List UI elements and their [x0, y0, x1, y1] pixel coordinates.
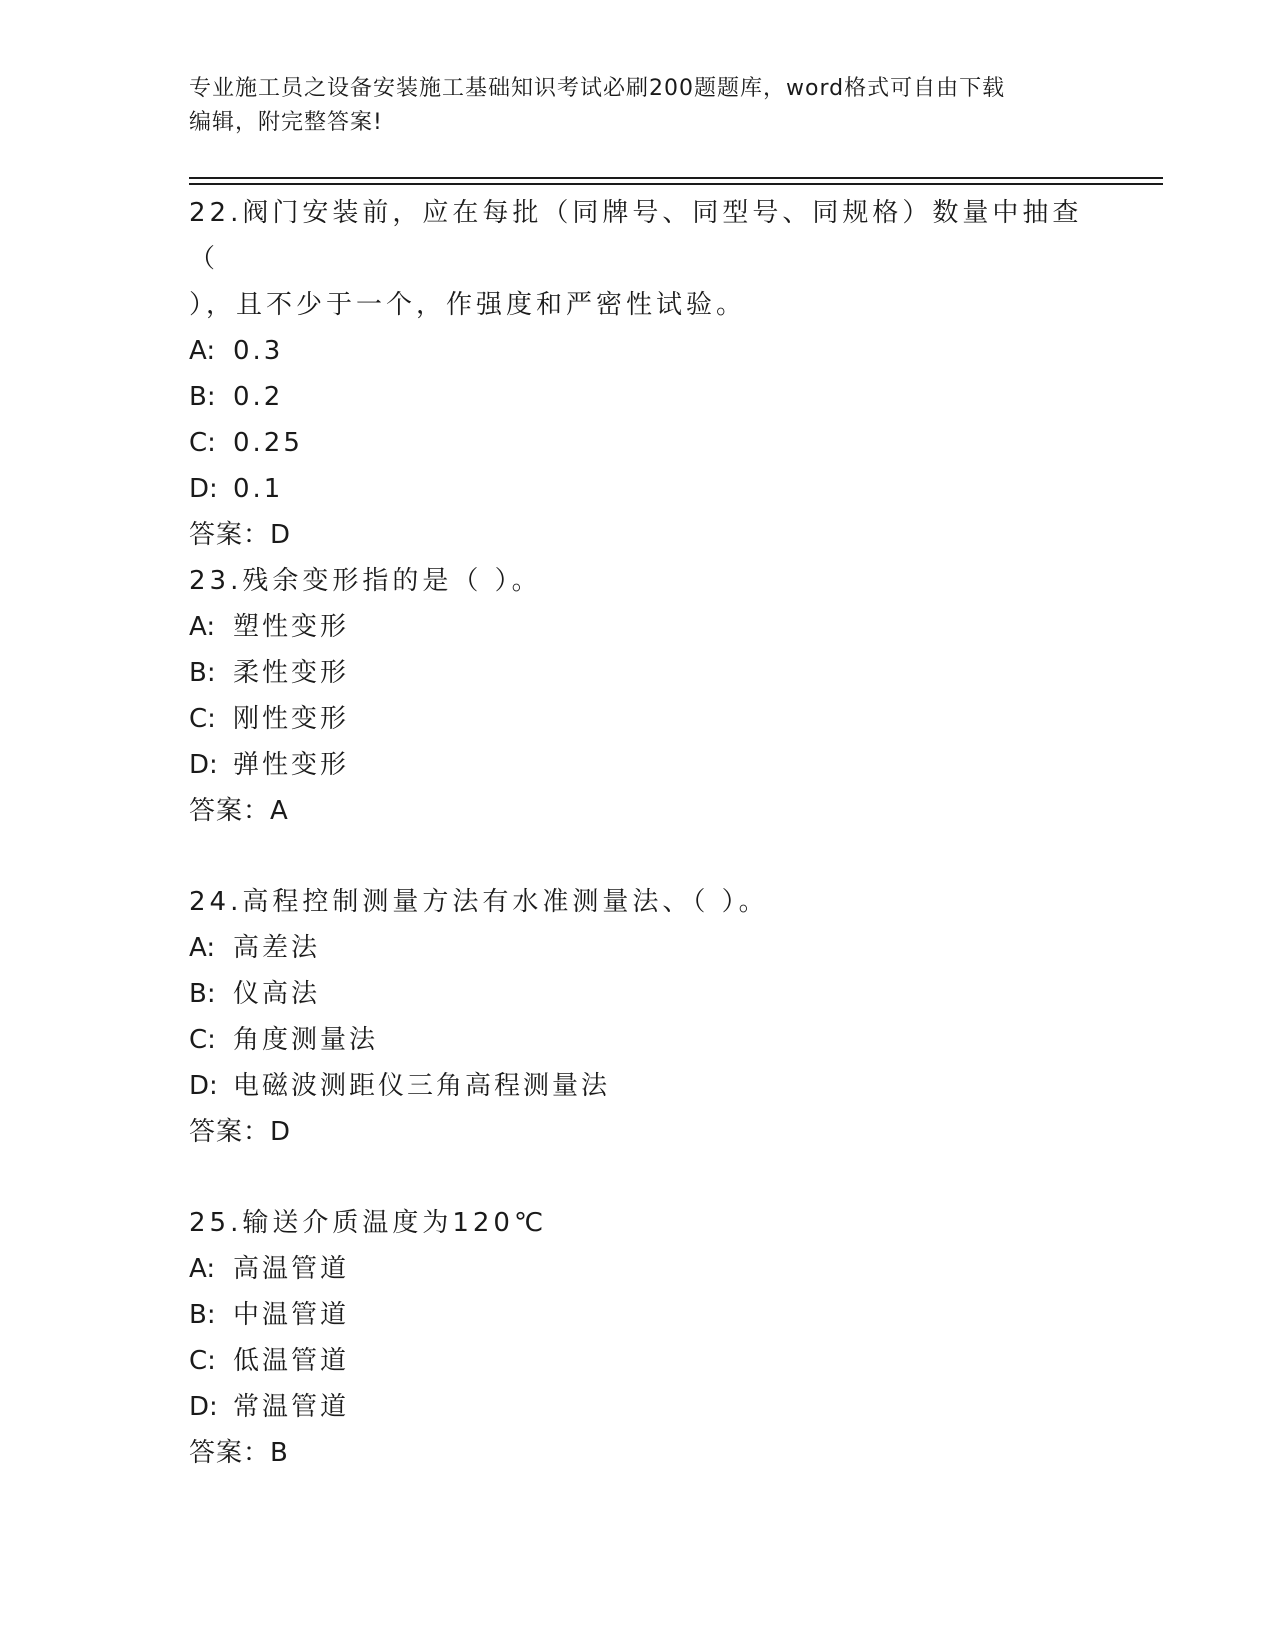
option-text: 柔性变形 [233, 658, 350, 688]
option-key: B: [189, 658, 216, 688]
option-a [189, 1246, 1089, 1292]
option-b [189, 650, 1089, 696]
option-key: C: [189, 1025, 216, 1055]
option-key: C: [189, 428, 216, 458]
option-text: 高温管道 [233, 1254, 350, 1284]
option-d [189, 466, 1089, 512]
option-d [189, 1063, 1089, 1109]
option-text: 0.2 [233, 382, 284, 412]
option-c [189, 696, 1089, 742]
option-c [189, 1017, 1089, 1063]
option-key: A: [189, 933, 216, 963]
option-a [189, 604, 1089, 650]
question-stem-line-1: 22.阀门安装前，应在每批（同牌号、同型号、同规格）数量中抽查（ [189, 198, 1083, 274]
option-a [189, 328, 1089, 374]
answer-line: 答案：D [189, 520, 292, 550]
header-title-line-1: 专业施工员之设备安装施工基础知识考试必刷200题题库，word格式可自由下载 [189, 76, 1006, 101]
option-key: D: [189, 1071, 218, 1101]
option-key: B: [189, 382, 216, 412]
question-24 [189, 879, 1089, 1155]
header-title-line-2: 编辑，附完整答案! [189, 110, 383, 135]
option-text: 低温管道 [233, 1346, 350, 1376]
question-stem-line-1: 25.输送介质温度为120℃ [189, 1208, 548, 1238]
option-c [189, 1338, 1089, 1384]
option-key: D: [189, 750, 218, 780]
option-text: 弹性变形 [233, 750, 350, 780]
option-key: B: [189, 979, 216, 1009]
option-b [189, 971, 1089, 1017]
option-key: A: [189, 612, 216, 642]
option-text: 常温管道 [233, 1392, 350, 1422]
question-stem-line-1: 24.高程控制测量方法有水准测量法、（ ）。 [189, 887, 769, 917]
option-text: 中温管道 [233, 1300, 350, 1330]
option-text: 仪高法 [233, 979, 321, 1009]
option-key: A: [189, 336, 216, 366]
option-d [189, 1384, 1089, 1430]
option-c [189, 420, 1089, 466]
option-key: A: [189, 1254, 216, 1284]
option-b [189, 374, 1089, 420]
document-header [189, 72, 1089, 140]
header-divider-bottom [189, 183, 1163, 185]
question-25 [189, 1200, 1089, 1476]
option-key: C: [189, 1346, 216, 1376]
header-divider-top [189, 177, 1163, 179]
option-text: 高差法 [233, 933, 321, 963]
option-text: 电磁波测距仪三角高程测量法 [233, 1071, 611, 1101]
question-stem-line-2: ），且不少于一个，作强度和严密性试验。 [189, 290, 747, 320]
option-key: B: [189, 1300, 216, 1330]
option-text: 0.1 [233, 474, 284, 504]
option-key: D: [189, 1392, 218, 1422]
question-23 [189, 558, 1089, 834]
option-b [189, 1292, 1089, 1338]
answer-line: 答案：A [189, 796, 289, 826]
option-key: D: [189, 474, 218, 504]
option-text: 刚性变形 [233, 704, 350, 734]
question-stem-line-1: 23.残余变形指的是（ ）。 [189, 566, 542, 596]
option-d [189, 742, 1089, 788]
answer-line: 答案：D [189, 1117, 292, 1147]
option-text: 塑性变形 [233, 612, 350, 642]
question-22 [189, 190, 1089, 558]
option-text: 角度测量法 [233, 1025, 379, 1055]
option-key: C: [189, 704, 216, 734]
option-a [189, 925, 1089, 971]
option-text: 0.3 [233, 336, 284, 366]
option-text: 0.25 [233, 428, 303, 458]
answer-line: 答案：B [189, 1438, 289, 1468]
